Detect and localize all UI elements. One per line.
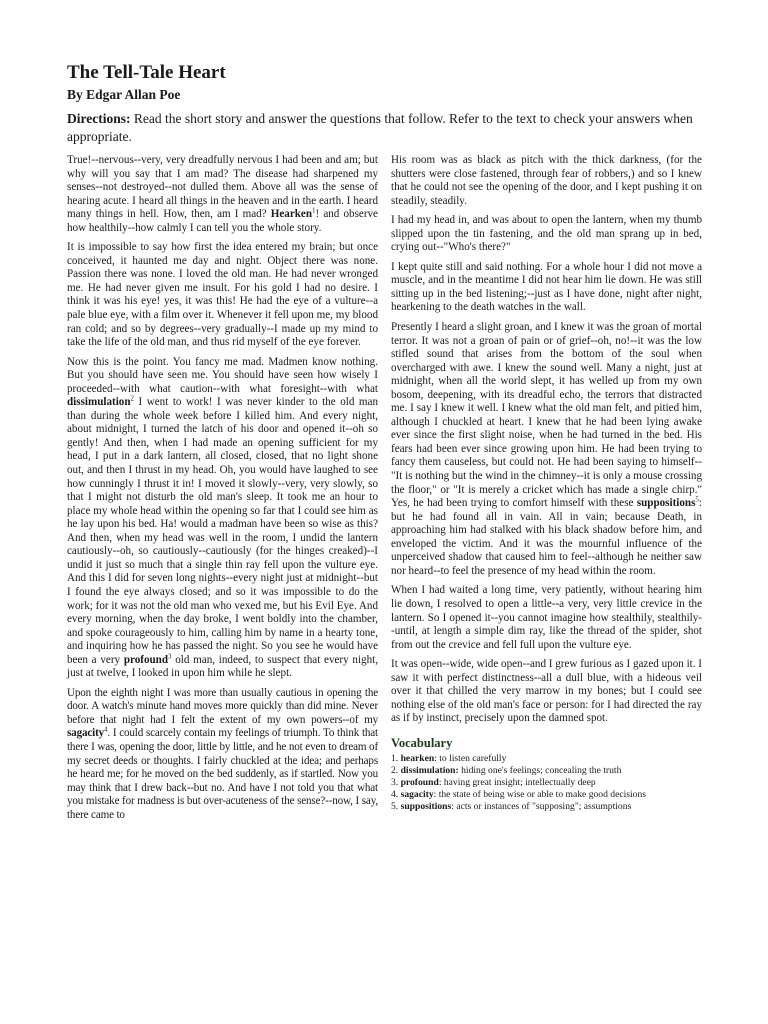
right-column [391,154,702,813]
item-number: 4. [391,788,401,800]
paragraph-text: True!--nervous--very, very dreadfully nervous I had been and am; but why will you say that I am mad? The disease had sharpened my senses--not destroyed--not dulled them. Above all was the sense of hearing acute. I heard all things in the heaven and in the earth. I heard many things in hell. How, then, am I mad? [67,154,378,221]
paragraph-text: . I could scarcely contain my feelings of triumph. To think that there I was, opening the door, little by little, and he not even to dream of my secret deeds or thoughts. I fairly chuckled at the idea; and perhaps he heard me; for he moved on the bed suddenly, as if startled. Now you may think that I drew back--but no. And have I not told you that what you mistake for madness is but over-acuteness of the sense?--now, I say, there came to [67,727,378,821]
vocab-word-hearken: Hearken [270,208,313,221]
vocab-definition: : having great insight; intellectually deep [438,776,596,788]
vocab-definition: : the state of being wise or able to make good decisions [433,788,646,800]
vocabulary-list [391,753,702,813]
story-columns [67,154,702,828]
vocabulary-item [391,753,702,765]
paragraph: It was open--wide, wide open--and I grew furious as I gazed upon it. I saw it with perfect distinctness--all a dull blue, with a hideous veil over it that chilled the very marrow in my bones; but I could see nothing else of the old man's face or person: for I had directed the ray as if by instinct, precisely upon the damned spot. [391,658,702,725]
directions-label: Directions: [67,111,131,126]
vocab-word-sagacity: sagacity [67,727,105,740]
vocab-word-dissimulation: dissimulation [67,396,131,409]
directions [67,110,702,146]
vocab-term: sagacity [400,788,434,800]
vocab-term: hearken [400,752,435,764]
footnote-marker: 5 [695,495,699,504]
vocabulary-item [391,801,702,813]
vocab-word-suppositions: suppositions [636,497,696,510]
vocab-definition: : acts or instances of "supposing"; assumptions [451,800,632,812]
footnote-marker: 1 [312,206,316,215]
paragraph [67,154,378,235]
paragraph-text: ! and observe how healthily--how calmly I can tell you the whole story. [67,208,378,234]
directions-text: Read the short story and answer the questions that follow. Refer to the text to check your answers when appropriate. [67,111,693,144]
item-number: 5. [391,800,401,812]
footnote-marker: 4 [104,725,108,734]
vocab-term: suppositions [400,800,452,812]
paragraph [67,356,378,681]
paragraph [391,321,702,578]
vocab-term: profound [400,776,439,788]
story-author: By Edgar Allan Poe [67,87,181,102]
item-number: 3. [391,776,401,788]
footnote-marker: 2 [130,394,135,403]
paragraph-text: Upon the eighth night I was more than usually cautious in opening the door. A watch's minute hand moves more quickly than did mine. Never before that night had I felt the extent of my own powers--of my [67,686,378,726]
vocabulary-heading: Vocabulary [391,735,453,750]
paragraph: It is impossible to say how first the idea entered my brain; but once conceived, it haunted me day and night. Object there was none. Passion there was none. I loved the old man. He had never wronged me. He had never given me insult. For his gold I had no desire. I think it was his eye! yes, it was this! He had the eye of a vulture--a pale blue eye, with a film over it. Whenever it fell upon me, my blood ran cold; and so by degrees--very gradually--I made up my mind to take the life of the old man, and thus rid myself of the eye forever. [67,241,378,349]
item-number: 1. [391,752,401,764]
paragraph: His room was as black as pitch with the thick darkness, (for the shutters were close fastened, through fear of robbers,) and so I knew that he could not see the opening of the door, and I kept pushing it on steadily, steadily. [391,154,702,207]
paragraph: I kept quite still and said nothing. For a whole hour I did not move a muscle, and in the meantime I did not hear him lie down. He was still sitting up in the bed listening;--just as I have done, night after night, hearkening to the death watches in the wall. [391,260,702,314]
paragraph-text: Presently I heard a slight groan, and I knew it was the groan of mortal terror. It was not a groan of pain or of grief--oh, no!--it was the low stifled sound that arises from the bottom of the soul when overcharged with awe. I knew the sound well. Many a night, just at midnight, when all the world slept, it has welled up from my own bosom, deepening, with its dreadful echo, the terrors that distracted me. I say I knew it well. I knew what the old man felt, and pitied him, although I chuckled at heart. I knew that he had been lying awake ever since the first slight noise, when he had turned in the bed. His fears had been ever since growing upon him. He had been trying to fancy them causeless, but could not. He had been saying to himself--"It is nothing but the wind in the chimney--it is only a mouse crossing the floor," or "It is merely a cricket which has made a single chirp." Yes, he had been trying to comfort himself with these [391,321,702,510]
left-column [67,154,378,828]
vocabulary-item [391,789,702,801]
paragraph: I had my head in, and was about to open the lantern, when my thumb slipped upon the tin fastening, and the old man sprang up in bed, crying out--"Who's there?" [391,214,702,254]
paragraph-text: old man, indeed, to suspect that every night, just at twelve, I looked in upon him while he slept. [67,653,378,680]
item-number: 2. [391,764,401,776]
paragraph: When I had waited a long time, very patiently, without hearing him lie down, I resolved to open a little--a very, very little crevice in the lantern. So I opened it--you cannot imagine how stealthily, stealthily--until, at length a simple dim ray, like the thread of the spider, shot from out the crevice and fell full upon the vulture eye. [391,584,702,651]
vocabulary-item [391,777,702,789]
story-title: The Tell-Tale Heart [67,62,226,83]
vocab-definition: hiding one's feelings; concealing the truth [458,764,622,776]
paragraph-text: Now this is the point. You fancy me mad. Madmen know nothing. But you should have seen me. You should have seen how wisely I proceeded--with what caution--with what foresight--with what [67,355,378,395]
footnote-marker: 3 [168,652,172,660]
paragraph-text: : but he had found all in vain. All in vain; because Death, in approaching him had stalked with his black shadow before him, and enveloped the victim. And it was the mournful influence of the unperceived shadow that caused him to feel--although he neither saw nor heard--to feel the presence of my head within the room. [391,497,702,577]
paragraph [67,687,378,822]
vocab-word-profound: profound [123,653,169,666]
vocabulary-item [391,765,702,777]
paragraph-text: I went to work! I was never kinder to the old man than during the whole week before I killed him. And every night, about midnight, I turned the latch of his door and opened it--oh so gently! And then, when I had made an opening sufficient for my head, I put in a dark lantern, all closed, closed, that no light shone out, and then I thrust in my head. Oh, you would have laughed to see how cunningly I thrust it in! I moved it slowly--very, very slowly, so that I might not disturb the old man's sleep. It took me an hour to place my whole head within the opening so far that I could see him as he lay upon his bed. Ha! would a madman have been so wise as this? And then, when my head was well in the room, I undid the lantern cautiously--oh, so cautiously--cautiously (for the hinges creaked)--I undid it just so much that a single thin ray fell upon the vulture eye. And this I did for seven long nights--every night just at midnight--but I found the eye always closed; and so it was impossible to do the work; for it was not the old man who vexed me, but his Evil Eye. And every morning, when the day broke, I went boldly into the chamber, and spoke courageously to him, calling him by name in a hearty tone, and inquiring how he has passed the night. So you see he would have been a very [67,396,378,666]
vocab-term: dissimulation: [400,764,459,776]
vocab-definition: : to listen carefully [434,752,507,764]
